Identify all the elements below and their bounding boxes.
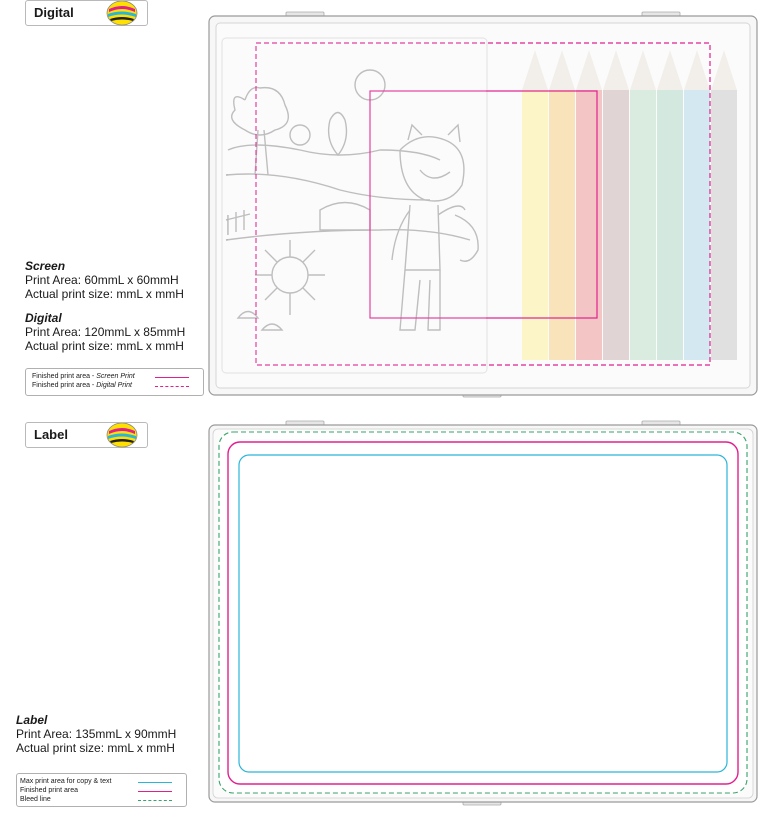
legend-row-max-area [17, 777, 186, 786]
solid-cyan-line [138, 782, 172, 783]
digital-tag-label: Digital [34, 5, 74, 20]
legend-digital-item: Digital Print [96, 382, 132, 389]
label-tag-label: Label [34, 427, 68, 442]
legend-bleed-text: Bleed line [20, 796, 51, 803]
legend-max-area-text: Max print area for copy & text [20, 778, 112, 785]
legend-prefix: Finished print area - [32, 382, 97, 389]
digital-heading: Digital [25, 311, 62, 325]
dashed-green-line [138, 800, 172, 801]
legend-finished-text: Finished print area [20, 787, 78, 794]
digital-print-area: Print Area: 120mmL x 85mmH [25, 325, 186, 339]
digital-actual-size: Actual print size: mmL x mmH [25, 339, 184, 353]
label-heading: Label [16, 713, 48, 727]
legend-row-finished [17, 786, 186, 795]
legend-row-bleed [17, 795, 186, 804]
label-actual-size: Actual print size: mmL x mmH [16, 741, 175, 755]
legend-screen-item: Screen Print [96, 373, 135, 380]
label-print-area: Print Area: 135mmL x 90mmH [16, 727, 177, 741]
screen-actual-size: Actual print size: mmL x mmH [25, 287, 184, 301]
legend-prefix: Finished print area - [32, 373, 97, 380]
label-print-info [16, 713, 176, 755]
solid-magenta-line [138, 791, 172, 792]
label-legend [16, 773, 187, 807]
screen-print-area: Print Area: 60mmL x 60mmH [25, 273, 179, 287]
screen-heading: Screen [25, 259, 66, 273]
